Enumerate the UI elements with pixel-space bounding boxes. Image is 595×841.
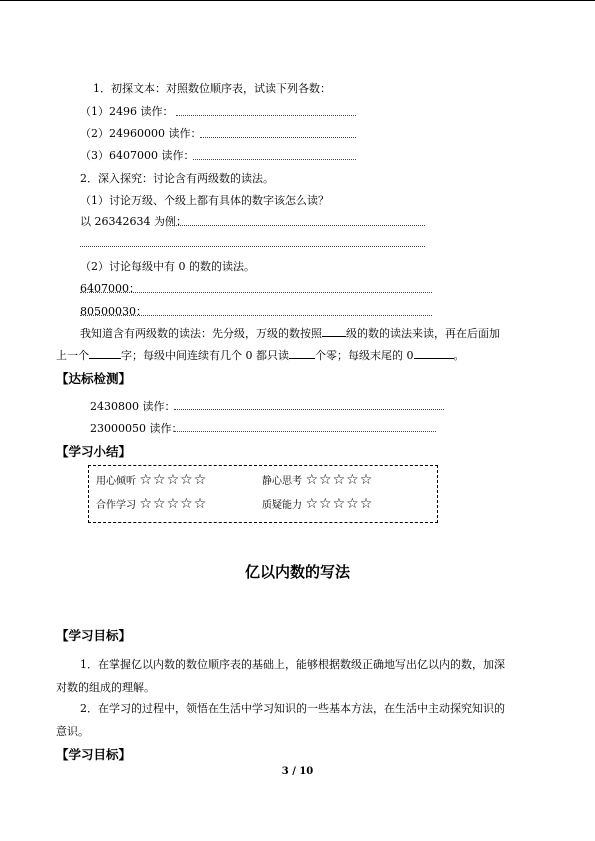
blank-1[interactable] xyxy=(322,325,346,337)
item2-text: 2．深入探究：讨论含有两级数的读法。 xyxy=(80,172,274,185)
item1-text: 1．初探文本：对照数位顺序表，试读下列各数： xyxy=(93,82,331,95)
star-rating-1[interactable]: ☆☆☆☆☆ xyxy=(139,472,208,488)
rule-l2-c: 个零；每级末尾的 0 xyxy=(315,349,414,362)
sub2-text: （2）讨论每级中有 0 的数的读法。 xyxy=(80,260,255,273)
example-answer-line-2[interactable] xyxy=(80,246,425,247)
goal2-line-b: 意识。 xyxy=(56,725,89,738)
goal2-line-a: 2．在学习的过程中，领悟在生活中学习知识的一些基本方法，在生活中主动探究知识的 xyxy=(80,702,505,715)
page-number: 3 / 10 xyxy=(281,766,314,777)
summary-item-2 xyxy=(262,472,373,488)
summary-item-4 xyxy=(262,496,373,512)
num1-label: 6407000： xyxy=(80,282,140,295)
summary-label-2: 静心思考 xyxy=(262,476,302,487)
summary-item-1 xyxy=(96,472,207,488)
sub1-text: （1）讨论万级、个级上都有具体的数字该怎么读？ xyxy=(80,194,329,207)
summary-label-3: 合作学习 xyxy=(96,500,136,511)
star-rating-3[interactable]: ☆☆☆☆☆ xyxy=(139,496,208,512)
q1-answer-line[interactable] xyxy=(176,115,356,116)
num1-answer-line[interactable] xyxy=(80,292,432,293)
blank-4[interactable] xyxy=(414,347,454,359)
test-heading: 【达标检测】 xyxy=(56,371,132,386)
rule-l2-d: 。 xyxy=(453,349,465,362)
summary-label-4: 质疑能力 xyxy=(262,500,302,511)
rule-line-1 xyxy=(80,325,500,341)
star-rating-2[interactable]: ☆☆☆☆☆ xyxy=(305,472,374,488)
summary-label-1: 用心倾听 xyxy=(96,476,136,487)
goal1-line-a: 1．在掌握亿以内数的数位顺序表的基础上，能够根据数级正确地写出亿以内的数，加深 xyxy=(80,658,505,671)
test-q2-answer-line[interactable] xyxy=(174,431,436,432)
goal-heading: 【学习目标】 xyxy=(56,628,132,643)
rule-l2-b: 字；每级中间连续有几个 0 都只读 xyxy=(121,349,289,362)
num2-answer-line[interactable] xyxy=(80,315,432,316)
test-q2-label: 23000050 读作： xyxy=(90,422,183,435)
rule-l1-a: 我知道含有两级数的读法：先分级，万级的数按照 xyxy=(80,327,322,340)
goal-heading-2: 【学习目标】 xyxy=(56,747,132,762)
q2-answer-line[interactable] xyxy=(200,137,356,138)
blank-3[interactable] xyxy=(289,347,315,359)
example-answer-line-1[interactable] xyxy=(170,225,425,226)
rule-line-2 xyxy=(56,347,465,363)
goal1-line-b: 对数的组成的理解。 xyxy=(56,681,155,694)
blank-2[interactable] xyxy=(89,347,121,359)
top-rule xyxy=(0,0,595,1)
summary-item-3 xyxy=(96,496,207,512)
test-q1-label: 2430800 读作： xyxy=(90,400,176,413)
rule-l2-a: 上一个 xyxy=(56,349,89,362)
test-q1-answer-line[interactable] xyxy=(174,409,444,410)
q3-label: （3）6407000 读作： xyxy=(80,149,195,162)
star-rating-4[interactable]: ☆☆☆☆☆ xyxy=(305,496,374,512)
q3-answer-line[interactable] xyxy=(193,159,356,160)
rule-l1-b: 级的数的读法来读，再在后面加 xyxy=(346,327,500,340)
q2-label: （2）24960000 读作： xyxy=(80,127,202,140)
q1-label: （1）2496 读作： xyxy=(80,105,174,118)
example-label: 以 26342634 为例： xyxy=(80,215,187,228)
lesson-title: 亿以内数的写法 xyxy=(244,563,350,581)
num2-label: 80500030： xyxy=(80,305,147,318)
summary-heading: 【学习小结】 xyxy=(56,444,132,459)
